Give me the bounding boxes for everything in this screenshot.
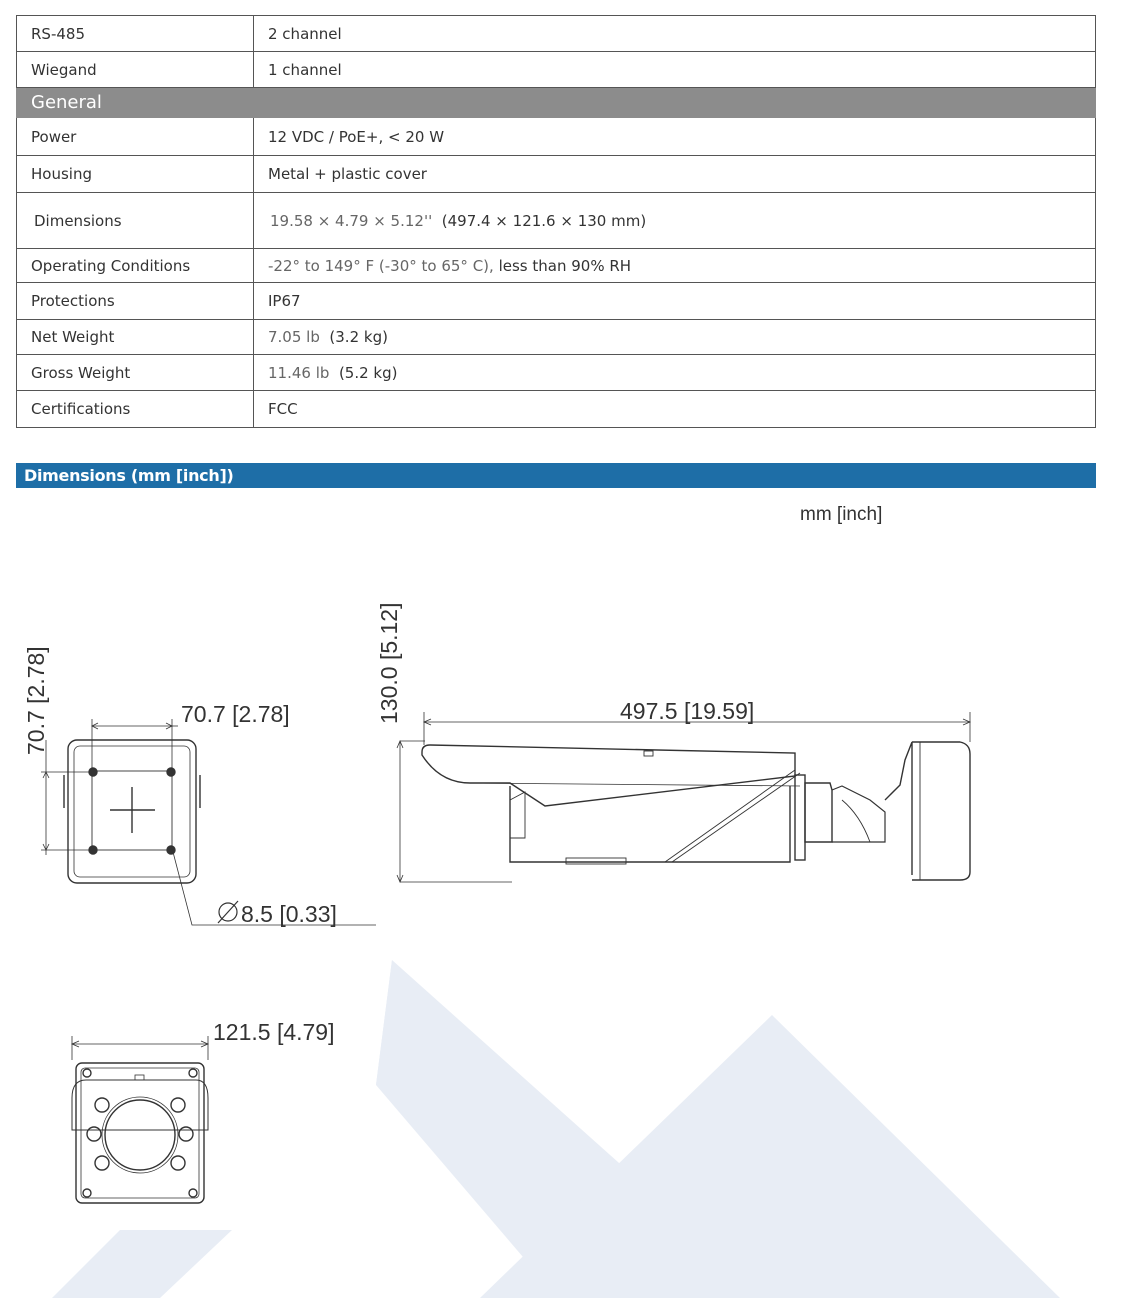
specification-table xyxy=(16,15,1096,428)
camera-side-view xyxy=(397,712,970,882)
height-left-label: 70.7 [2.78] xyxy=(23,646,49,755)
table-row xyxy=(17,249,1096,283)
row-label: Dimensions xyxy=(17,193,254,249)
row-value: IP67 xyxy=(254,283,1096,320)
dimension-drawing xyxy=(0,490,1126,1298)
diameter-symbol xyxy=(218,901,238,923)
row-label: Power xyxy=(17,118,254,156)
dimensions-banner xyxy=(16,463,1096,488)
row-label: Operating Conditions xyxy=(17,249,254,283)
row-label: Protections xyxy=(17,283,254,320)
section-header-general xyxy=(17,88,1096,118)
unit-note: mm [inch] xyxy=(800,504,883,525)
row-value: Metal + plastic cover xyxy=(254,156,1096,193)
row-value: FCC xyxy=(254,391,1096,428)
table-row xyxy=(17,193,1096,249)
mount-plate-view xyxy=(41,719,376,925)
table-row xyxy=(17,283,1096,320)
value-metric: (497.4 × 121.6 × 130 mm) xyxy=(441,211,647,230)
camera-front-view xyxy=(72,1036,208,1203)
table-row xyxy=(17,16,1096,52)
table-row xyxy=(17,391,1096,428)
row-label: RS-485 xyxy=(17,16,254,52)
section-title: General xyxy=(17,88,1096,118)
row-label: Wiegand xyxy=(17,52,254,88)
row-value: 1 channel xyxy=(254,52,1096,88)
row-value: 12 VDC / PoE+, < 20 W xyxy=(254,118,1096,156)
side-height-label: 130.0 [5.12] xyxy=(376,602,402,724)
table-row xyxy=(17,355,1096,391)
value-imperial: 11.46 lb xyxy=(268,363,330,382)
row-value xyxy=(254,320,1096,355)
value-metric: (5.2 kg) xyxy=(338,363,398,382)
table-row xyxy=(17,156,1096,193)
row-value xyxy=(254,249,1096,283)
value-imperial: 7.05 lb xyxy=(268,328,320,346)
banner-title: Dimensions (mm [inch]) xyxy=(24,466,234,485)
row-value xyxy=(254,193,1096,249)
front-width-label: 121.5 [4.79] xyxy=(213,1019,335,1045)
value-humidity: less than 90% RH xyxy=(498,256,632,275)
row-label: Housing xyxy=(17,156,254,193)
width-top-label: 70.7 [2.78] xyxy=(181,701,290,727)
value-temperature: -22° to 149° F (-30° to 65° C), xyxy=(268,256,494,275)
side-length-label: 497.5 [19.59] xyxy=(620,698,755,724)
table-row xyxy=(17,118,1096,156)
row-value: 2 channel xyxy=(254,16,1096,52)
value-imperial: 19.58 × 4.79 × 5.12'' xyxy=(270,211,433,230)
value-metric: (3.2 kg) xyxy=(329,328,388,346)
hole-diameter-label: 8.5 [0.33] xyxy=(241,901,337,927)
table-row xyxy=(17,52,1096,88)
row-value xyxy=(254,355,1096,391)
row-label: Certifications xyxy=(17,391,254,428)
table-row xyxy=(17,320,1096,355)
row-label: Net Weight xyxy=(17,320,254,355)
row-label: Gross Weight xyxy=(17,355,254,391)
